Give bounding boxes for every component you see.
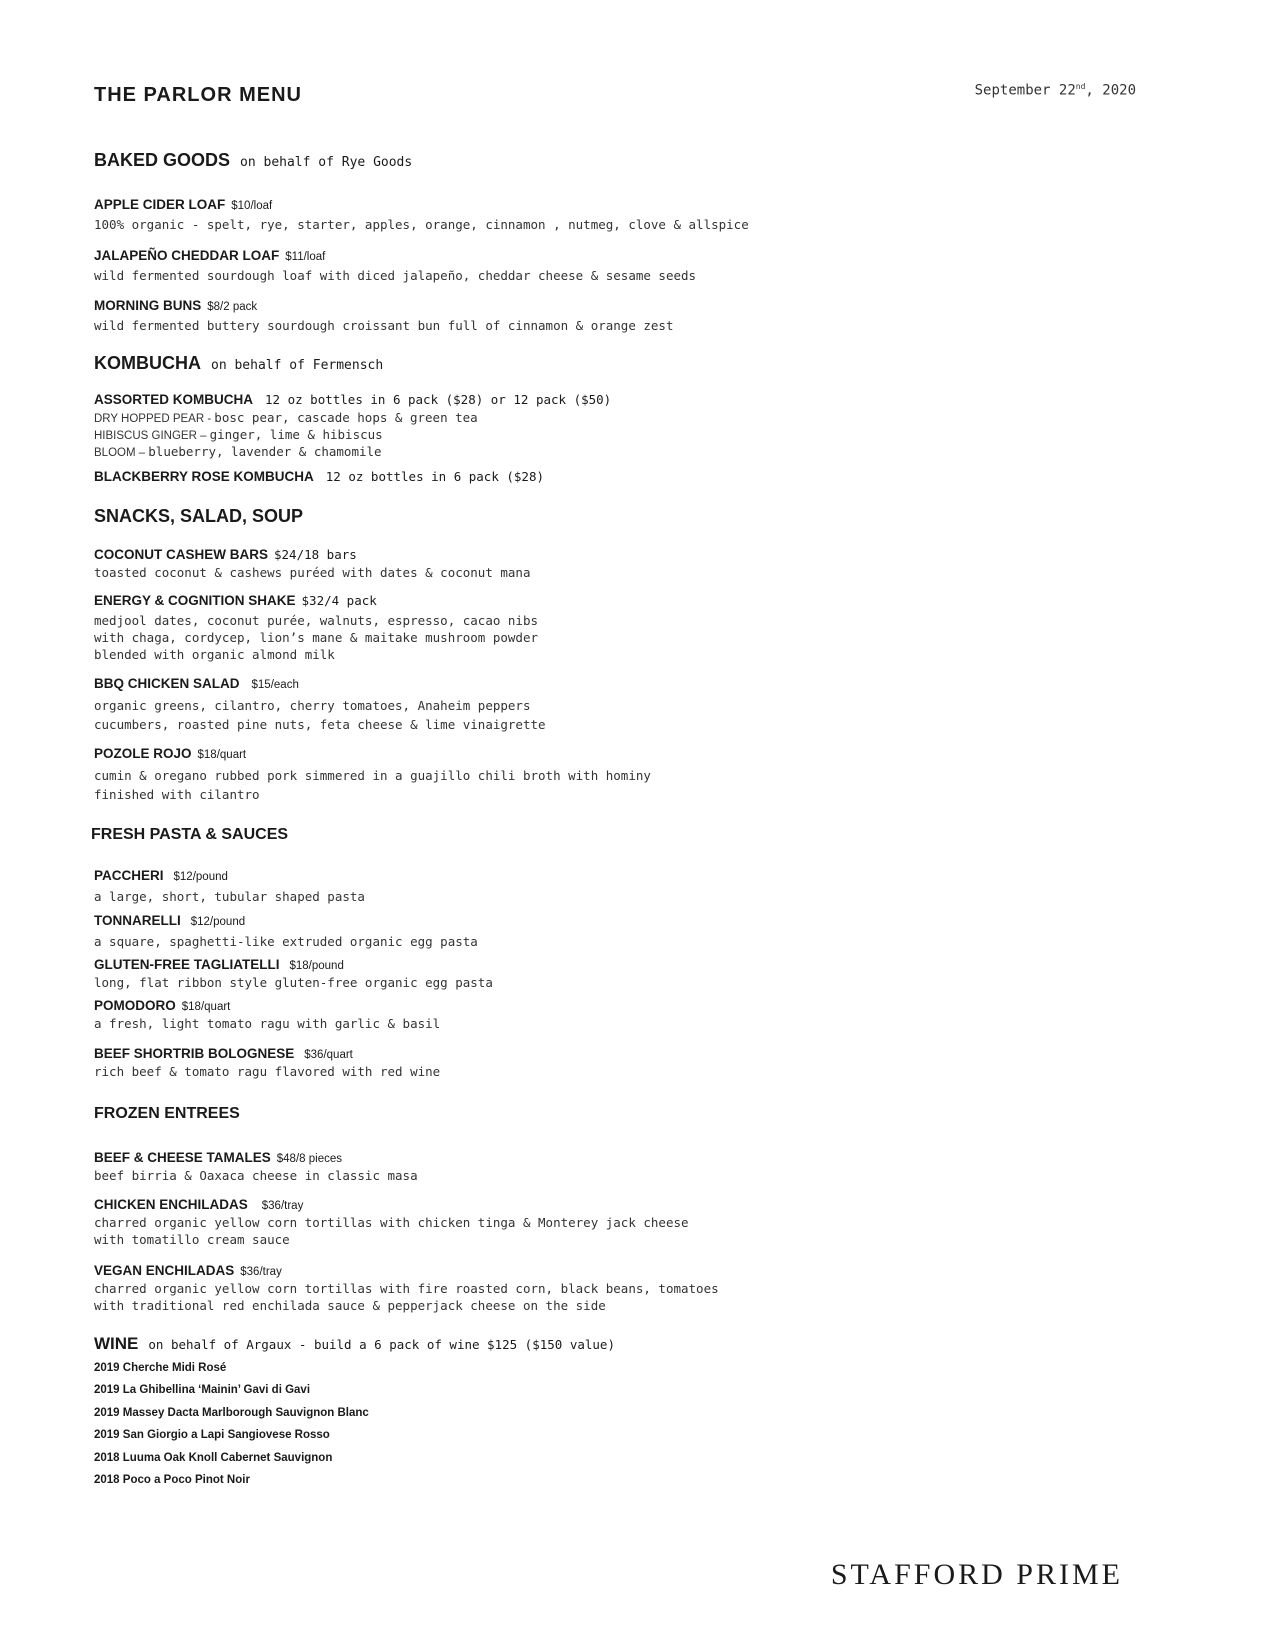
item-description: medjool dates, coconut purée, walnuts, espresso, cacao nibs	[94, 613, 539, 628]
item-name: MORNING BUNS	[94, 298, 202, 313]
item-description: with traditional red enchilada sauce & pepperjack cheese on the side	[94, 1298, 606, 1313]
date-year: , 2020	[1085, 82, 1136, 99]
item-name: ASSORTED KOMBUCHA	[94, 392, 254, 407]
item-description: beef birria & Oaxaca cheese in classic masa	[94, 1168, 418, 1183]
flavor-name: HIBISCUS GINGER –	[94, 430, 207, 442]
item-name: CHICKEN ENCHILADAS	[94, 1197, 248, 1212]
menu-item	[94, 997, 440, 1032]
item-price: $36/tray	[240, 1266, 282, 1278]
section-kombucha	[94, 353, 383, 374]
menu-item	[94, 196, 749, 233]
item-name: BEEF SHORTRIB BOLOGNESE	[94, 1046, 295, 1061]
item-description: wild fermented buttery sourdough croissant bun full of cinnamon & orange zest	[94, 318, 674, 333]
item-name: POMODORO	[94, 998, 176, 1013]
wine-item: 2019 Massey Dacta Marlborough Sauvignon Blanc	[94, 1406, 369, 1419]
menu-item	[94, 1149, 418, 1184]
item-description: toasted coconut & cashews puréed with dates & coconut mana	[94, 565, 531, 580]
item-price: 12 oz bottles in 6 pack ($28)	[325, 469, 545, 484]
item-description: charred organic yellow corn tortillas with chicken tinga & Monterey jack cheese	[94, 1215, 689, 1230]
menu-date	[975, 82, 1136, 99]
item-name: COCONUT CASHEW BARS	[94, 547, 268, 562]
item-description: with chaga, cordycep, lion’s mane & maitake mushroom powder	[94, 630, 539, 645]
item-description: blended with organic almond milk	[94, 647, 335, 662]
item-description: 100% organic - spelt, rye, starter, apples, orange, cinnamon , nutmeg, clove & allspice	[94, 217, 749, 232]
item-price: $48/8 pieces	[276, 1153, 342, 1165]
item-price: $12/pound	[190, 916, 246, 928]
item-price: $32/4 pack	[301, 593, 377, 608]
section-snacks	[94, 506, 303, 527]
date-suffix: nd	[1075, 82, 1086, 91]
item-name: TONNARELLI	[94, 913, 181, 928]
item-price: $11/loaf	[285, 251, 326, 263]
section-baked-goods	[94, 150, 412, 171]
section-subtitle: on behalf of Rye Goods	[240, 155, 413, 170]
wine-item: 2019 La Ghibellina ‘Mainin’ Gavi di Gavi	[94, 1384, 311, 1397]
item-description: a square, spaghetti-like extruded organic egg pasta	[94, 934, 478, 949]
item-name: ENERGY & COGNITION SHAKE	[94, 593, 296, 608]
item-description: charred organic yellow corn tortillas with fire roasted corn, black beans, tomatoes	[94, 1281, 719, 1296]
section-pasta	[91, 826, 288, 844]
item-price: $8/2 pack	[207, 301, 258, 313]
section-title: FROZEN ENTREES	[94, 1105, 240, 1122]
item-name: JALAPEÑO CHEDDAR LOAF	[94, 248, 280, 263]
section-title: KOMBUCHA	[94, 353, 201, 373]
menu-item	[94, 912, 478, 950]
item-price: $18/quart	[181, 1001, 231, 1013]
menu-item	[94, 956, 493, 991]
menu-item	[94, 592, 538, 663]
item-price: $12/pound	[173, 871, 228, 883]
item-name: GLUTEN-FREE TAGLIATELLI	[94, 957, 280, 972]
section-wine	[94, 1334, 615, 1354]
menu-item	[94, 546, 531, 581]
flavor-item	[94, 444, 611, 461]
item-description: a large, short, tubular shaped pasta	[94, 889, 365, 904]
item-price: $24/18 bars	[274, 547, 357, 562]
section-title: SNACKS, SALAD, SOUP	[94, 506, 304, 526]
item-description: with tomatillo cream sauce	[94, 1232, 290, 1247]
menu-item	[94, 867, 365, 905]
wine-item: 2019 Cherche Midi Rosé	[94, 1362, 227, 1374]
flavor-item	[94, 427, 611, 444]
section-title: BAKED GOODS	[94, 150, 231, 170]
menu-item	[94, 1196, 689, 1248]
section-frozen	[94, 1105, 240, 1123]
item-description: finished with cilantro	[94, 787, 260, 802]
flavor-name: BLOOM –	[94, 447, 146, 459]
wine-list	[94, 1357, 369, 1491]
menu-item	[94, 297, 673, 334]
item-price: $15/each	[251, 679, 299, 691]
menu-item	[94, 745, 651, 804]
section-title: WINE	[94, 1334, 139, 1353]
item-price: $10/loaf	[231, 200, 273, 212]
section-subtitle: on behalf of Argaux - build a 6 pack of wine $125 ($150 value)	[148, 1337, 615, 1352]
item-description: cumin & oregano rubbed pork simmered in a guajillo chili broth with hominy	[94, 768, 651, 783]
flavor-name: DRY HOPPED PEAR -	[94, 413, 212, 425]
flavor-list	[94, 410, 611, 461]
item-name: BLACKBERRY ROSE KOMBUCHA	[94, 469, 314, 484]
item-name: POZOLE ROJO	[94, 746, 192, 761]
item-description: organic greens, cilantro, cherry tomatoes, Anaheim peppers	[94, 698, 531, 713]
item-price: $36/tray	[261, 1200, 304, 1212]
flavor-description: bosc pear, cascade hops & green tea	[214, 410, 478, 425]
menu-item	[94, 1262, 719, 1314]
menu-item	[94, 1045, 440, 1080]
menu-item	[94, 391, 611, 461]
item-price: $18/quart	[197, 749, 247, 761]
section-subtitle: on behalf of Fermensch	[211, 358, 384, 373]
item-description: wild fermented sourdough loaf with diced jalapeño, cheddar cheese & sesame seeds	[94, 268, 697, 283]
item-price: $18/pound	[289, 960, 344, 972]
date-main: September 22	[974, 82, 1076, 99]
item-name: VEGAN ENCHILADAS	[94, 1263, 235, 1278]
item-price: $36/quart	[304, 1049, 353, 1061]
item-description: a fresh, light tomato ragu with garlic & basil	[94, 1016, 441, 1031]
item-description: cucumbers, roasted pine nuts, feta cheese & lime vinaigrette	[94, 717, 546, 732]
item-name: PACCHERI	[94, 868, 164, 883]
brand-logo: STAFFORD PRIME	[830, 1558, 1123, 1591]
wine-item: 2018 Luuma Oak Knoll Cabernet Sauvignon	[94, 1451, 333, 1464]
item-name: BEEF & CHEESE TAMALES	[94, 1150, 271, 1165]
flavor-description: blueberry, lavender & chamomile	[148, 444, 382, 459]
item-price: 12 oz bottles in 6 pack ($28) or 12 pack ($50)	[265, 392, 612, 407]
wine-item: 2018 Poco a Poco Pinot Noir	[94, 1474, 250, 1487]
item-description: rich beef & tomato ragu flavored with red wine	[94, 1064, 441, 1079]
menu-item	[94, 468, 544, 486]
wine-item: 2019 San Giorgio a Lapi Sangiovese Rosso	[94, 1429, 330, 1442]
item-description: long, flat ribbon style gluten-free organic egg pasta	[94, 975, 493, 990]
menu-item	[94, 675, 546, 734]
page-title: THE PARLOR MENU	[94, 84, 302, 106]
flavor-item	[94, 410, 611, 427]
section-title: FRESH PASTA & SAUCES	[91, 826, 289, 843]
menu-item	[94, 247, 696, 284]
flavor-description: ginger, lime & hibiscus	[209, 427, 383, 442]
item-name: BBQ CHICKEN SALAD	[94, 676, 240, 691]
item-name: APPLE CIDER LOAF	[94, 197, 226, 212]
